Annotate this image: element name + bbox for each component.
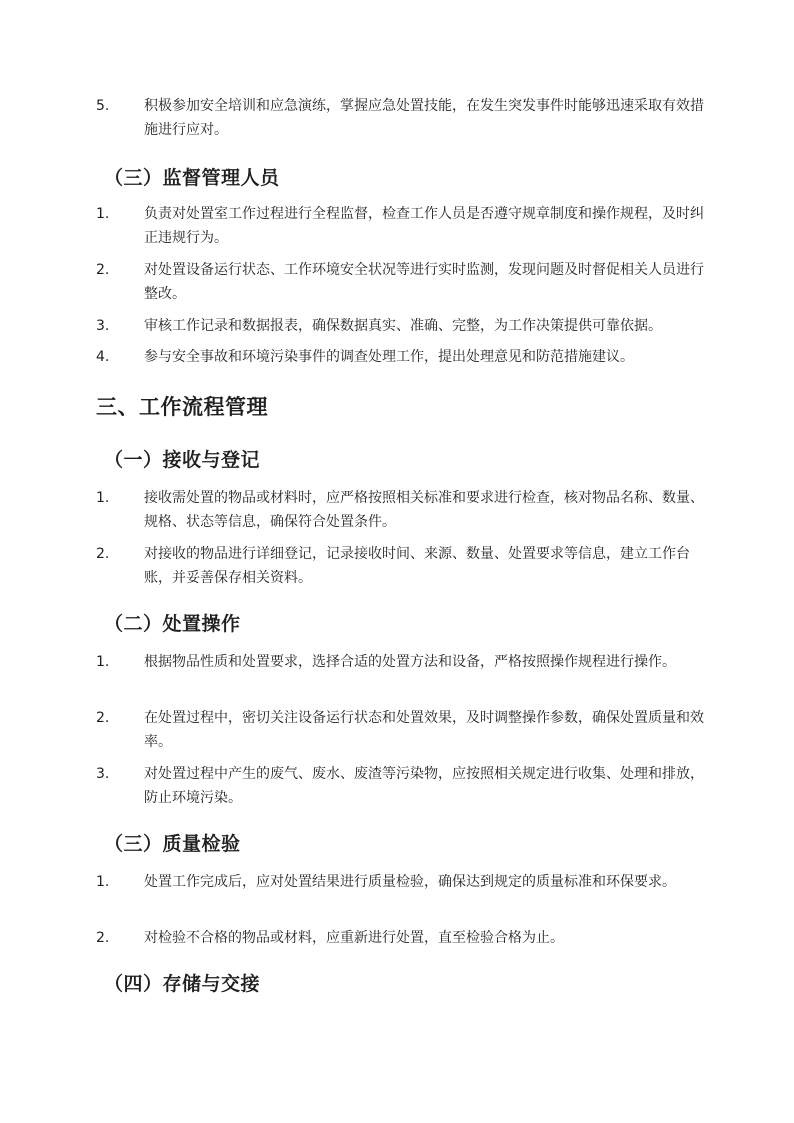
list-item-number: 2. <box>96 262 110 278</box>
list-item-text: 处置工作完成后，应对处置结果进行质量检验，确保达到规定的质量标准和环保要求。 <box>144 874 676 890</box>
chapter-heading: 三、工作流程管理 <box>96 395 268 419</box>
list-item <box>96 870 706 894</box>
list-item-text: 对处置过程中产生的废气、废水、废渣等污染物，应按照相关规定进行收集、处理和排放，防止环境污染。 <box>144 766 704 806</box>
list-item-number: 2. <box>96 930 110 946</box>
list-item <box>96 650 706 674</box>
list-item <box>96 706 706 754</box>
list-item <box>96 762 706 810</box>
list-item <box>96 314 706 338</box>
list-item-text: 接收需处置的物品或材料时，应严格按照相关标准和要求进行检查，核对物品名称、数量、规格、状态等信息，确保符合处置条件。 <box>144 490 704 530</box>
list-item-number: 4. <box>96 349 110 365</box>
list-item <box>96 202 706 250</box>
list-item-number: 3. <box>96 318 110 334</box>
list-item-text: 根据物品性质和处置要求，选择合适的处置方法和设备，严格按照操作规程进行操作。 <box>144 654 676 670</box>
list-item-text: 对处置设备运行状态、工作环境安全状况等进行实时监测，发现问题及时督促相关人员进行整改。 <box>144 262 704 302</box>
list-item-number: 1. <box>96 206 110 222</box>
list-item-number: 5. <box>96 98 110 114</box>
section-heading-operate: （二）处置操作 <box>104 613 241 635</box>
list-item <box>96 94 706 142</box>
section-heading-storage: （四）存储与交接 <box>104 973 261 995</box>
list-item <box>96 345 706 369</box>
list-item-number: 2. <box>96 710 110 726</box>
list-item <box>96 542 706 590</box>
list-item-text: 审核工作记录和数据报表，确保数据真实、准确、完整，为工作决策提供可靠依据。 <box>144 318 662 334</box>
list-item <box>96 486 706 534</box>
list-item-number: 1. <box>96 490 110 506</box>
section-heading-supervisor: （三）监督管理人员 <box>104 167 280 189</box>
section-heading-quality: （三）质量检验 <box>104 833 241 855</box>
list-item-text: 在处置过程中，密切关注设备运行状态和处置效果，及时调整操作参数，确保处置质量和效率。 <box>144 710 704 750</box>
list-item-text: 积极参加安全培训和应急演练，掌握应急处置技能，在发生突发事件时能够迅速采取有效措施进行应对。 <box>144 98 704 138</box>
list-item-text: 对检验不合格的物品或材料，应重新进行处置，直至检验合格为止。 <box>144 930 564 946</box>
list-item-number: 2. <box>96 546 110 562</box>
list-item-text: 负责对处置室工作过程进行全程监督，检查工作人员是否遵守规章制度和操作规程，及时纠正违规行为。 <box>144 206 704 246</box>
list-item-number: 1. <box>96 874 110 890</box>
list-item-text: 参与安全事故和环境污染事件的调查处理工作，提出处理意见和防范措施建议。 <box>144 349 634 365</box>
list-item-text: 对接收的物品进行详细登记，记录接收时间、来源、数量、处置要求等信息，建立工作台账，并妥善保存相关资料。 <box>144 546 690 586</box>
list-item <box>96 926 706 950</box>
section-heading-receive: （一）接收与登记 <box>104 449 261 471</box>
list-item <box>96 258 706 306</box>
list-item-number: 3. <box>96 766 110 782</box>
list-item-number: 1. <box>96 654 110 670</box>
